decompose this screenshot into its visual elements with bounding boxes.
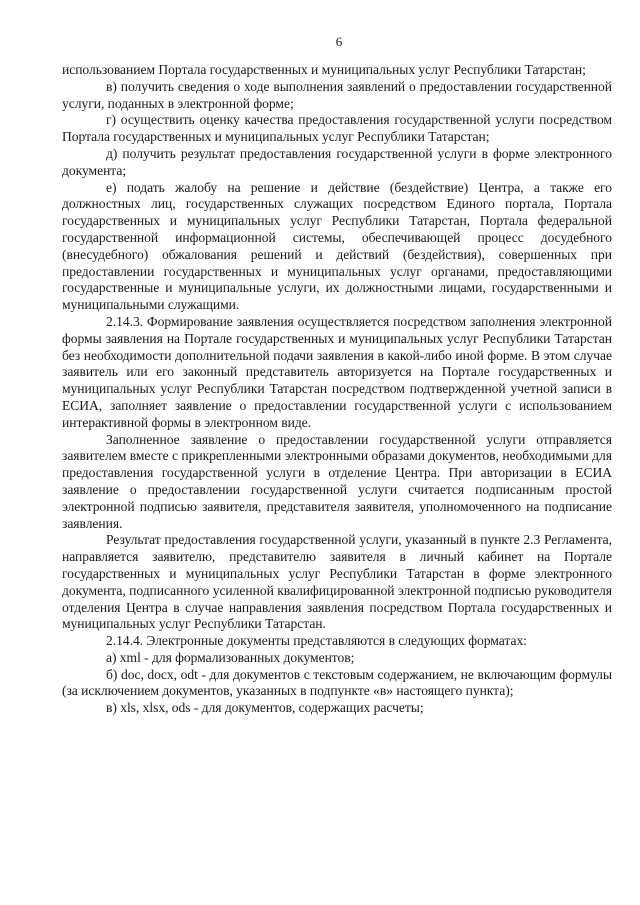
paragraph-2: в) получить сведения о ходе выполнения заявлений о предоставлении государственной услуги, поданных в электронной форме; [62,78,612,111]
paragraph-11: б) doc, docx, odt - для документов с текстовым содержанием, не включающим формулы (за исключением документов, указанных в подпункте «в» настоящего пункта); [62,666,612,699]
paragraph-5: е) подать жалобу на решение и действие (бездействие) Центра, а также его должностных лиц, государственных служащих посредством Единого портала, Портала государственных и муниципальных услуг Республики Татарстан, Портала федеральной государственной информационной системы, обеспечивающей процесс досудебного (внесудебного) обжалования решений и действий (бездействия), совершенных при предоставлении государственных и муниципальных услуг органами, предоставляющими государственные и муниципальные услуги, их должностными лицами, государственными и муниципальными служащими. [62,179,612,313]
paragraph-10: а) xml - для формализованных документов; [106,649,355,665]
paragraph-7: Заполненное заявление о предоставлении государственной услуги отправляется заявителем вместе с прикрепленными электронными образами документов, необходимыми для предоставления государственной услуги в отделение Центра. При авторизации в ЕСИА заявление о предоставлении государственной услуги считается подписанным простой электронной подписью заявителя, представителя заявителя, уполномоченного на подписание заявления. [62,431,612,531]
paragraph-4: д) получить результат предоставления государственной услуги в форме электронного документа; [62,145,612,178]
paragraph-12: в) xls, xlsx, ods - для документов, содержащих расчеты; [106,700,424,716]
page-number: 6 [335,34,343,49]
paragraph-1: использованием Портала государственных и муниципальных услуг Республики Татарстан; [62,62,586,77]
paragraph-3: г) осуществить оценку качества предоставления государственной услуги посредством Портала государственных и муниципальных услуг Республики Татарстан; [62,112,612,145]
paragraph-6: 2.14.3. Формирование заявления осуществляется посредством заполнения электронной формы заявления на Портале государственных и муниципальных услуг Республики Татарстан без необходимости дополнительной подачи заявления в какой-либо иной форме. В этом случае заявитель или его законный представитель авторизуется на Портале государственных и муниципальных услуг Республики Татарстан посредством подтвержденной учетной записи в ЕСИА, заполняет заявление о предоставлении государственной услуги с использованием интерактивной формы в электронном виде. [62,313,612,430]
paragraph-8: Результат предоставления государственной услуги, указанный в пункте 2.3 Регламента, направляется заявителю, представителю заявителя в личный кабинет на Портале государственных и муниципальных услуг Республики Татарстан в форме электронного документа, подписанного усиленной квалифицированной электронной подписью руководителя отделения Центра в случае направления заявления посредством Портала государственных и муниципальных услуг Республики Татарстан. [62,532,612,632]
paragraph-9: 2.14.4. Электронные документы представляются в следующих форматах: [106,633,527,649]
document-body [62,62,612,717]
